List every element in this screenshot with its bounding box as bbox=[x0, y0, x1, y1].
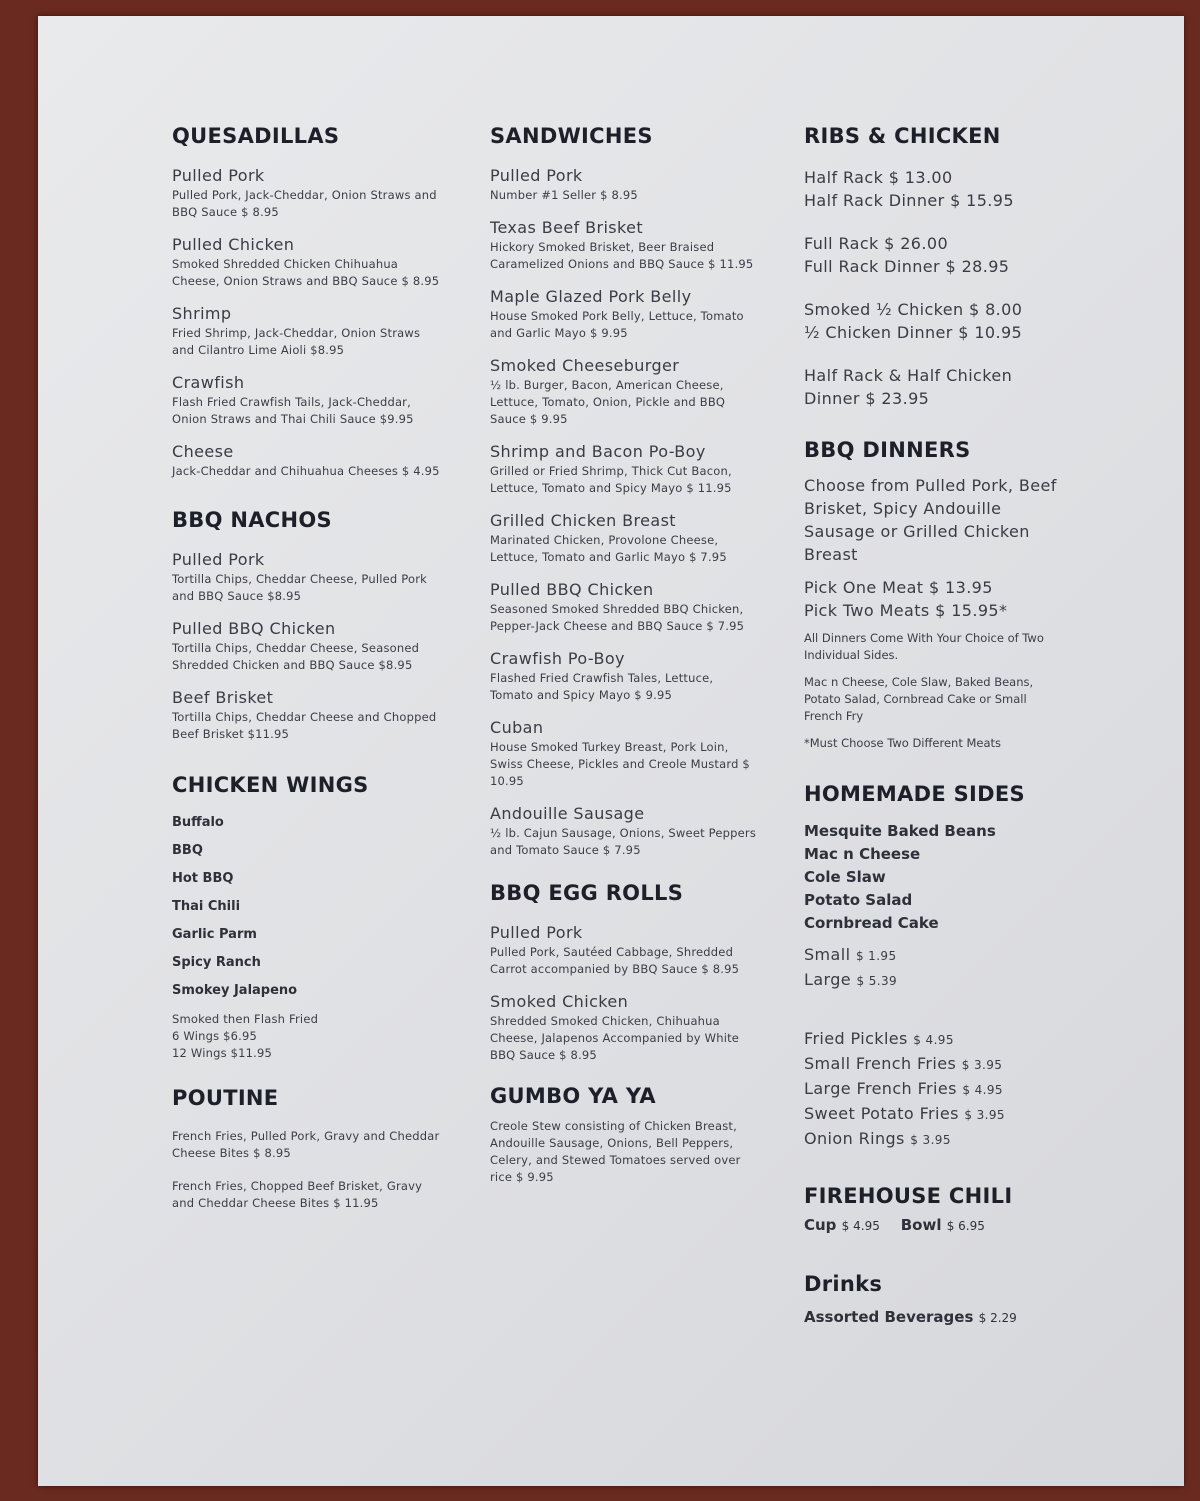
menu-item bbox=[490, 166, 760, 204]
size-price: $ 1.95 bbox=[855, 949, 897, 963]
wing-flavor: Buffalo bbox=[172, 815, 224, 830]
extra-side bbox=[804, 1102, 1094, 1127]
item-desc: Marinated Chicken, Provolone Cheese, Lettuce, Tomato and Garlic Mayo $ 7.95 bbox=[490, 533, 727, 564]
extra-price: $ 3.95 bbox=[961, 1058, 1003, 1072]
menu-item bbox=[490, 580, 760, 635]
ribs-line: Half Rack Dinner $ 15.95 bbox=[804, 191, 1014, 210]
item-name: Andouille Sausage bbox=[490, 804, 645, 823]
extra-price: $ 3.95 bbox=[910, 1133, 951, 1147]
side-item: Cole Slaw bbox=[804, 868, 886, 886]
bowl-price: $ 6.95 bbox=[946, 1219, 985, 1233]
item-name: Shrimp bbox=[172, 304, 232, 323]
item-name: Pulled BBQ Chicken bbox=[490, 580, 654, 599]
menu-item bbox=[490, 287, 760, 342]
drinks-label: Assorted Beverages bbox=[804, 1308, 974, 1326]
item-name: Pulled Pork bbox=[490, 166, 583, 185]
menu-item bbox=[490, 511, 760, 566]
menu-item bbox=[172, 235, 442, 290]
item-desc: Grilled or Fried Shrimp, Thick Cut Bacon, Lettuce, Tomato and Spicy Mayo $ 11.95 bbox=[490, 464, 732, 495]
cup-label: Cup bbox=[804, 1216, 837, 1234]
wing-flavor: Hot BBQ bbox=[172, 871, 234, 886]
dinners-one-meat: Pick One Meat $ 13.95 bbox=[804, 578, 993, 597]
item-desc: ½ lb. Cajun Sausage, Onions, Sweet Peppers and Tomato Sauce $ 7.95 bbox=[490, 826, 757, 857]
item-name: Texas Beef Brisket bbox=[490, 218, 644, 237]
section-title-gumbo: GUMBO YA YA bbox=[490, 1084, 656, 1108]
menu-item bbox=[172, 373, 442, 428]
menu-item bbox=[490, 649, 760, 704]
menu-item bbox=[172, 166, 442, 221]
item-name: Maple Glazed Pork Belly bbox=[490, 287, 692, 306]
wing-flavor: Smokey Jalapeno bbox=[172, 983, 298, 998]
menu-item bbox=[490, 804, 760, 859]
item-desc: Hickory Smoked Brisket, Beer Braised Caramelized Onions and BBQ Sauce $ 11.95 bbox=[490, 240, 754, 271]
item-desc: Pulled Pork, Sautéed Cabbage, Shredded Carrot accompanied by BBQ Sauce $ 8.95 bbox=[490, 945, 740, 976]
section-title-eggrolls: BBQ EGG ROLLS bbox=[490, 881, 684, 905]
extra-side bbox=[804, 1027, 1094, 1052]
item-name: Grilled Chicken Breast bbox=[490, 511, 676, 530]
menu-item bbox=[172, 304, 442, 359]
side-size-small bbox=[804, 943, 1094, 968]
extra-side bbox=[804, 1052, 1094, 1077]
item-desc: House Smoked Turkey Breast, Pork Loin, Swiss Cheese, Pickles and Creole Mustard $ 10.95 bbox=[490, 740, 750, 788]
item-name: Pulled Chicken bbox=[172, 235, 295, 254]
wing-flavor: Garlic Parm bbox=[172, 927, 257, 942]
extra-price: $ 3.95 bbox=[964, 1108, 1005, 1122]
item-desc: Tortilla Chips, Cheddar Cheese, Seasoned Shredded Chicken and BBQ Sauce $8.95 bbox=[172, 641, 420, 672]
wing-flavor: Spicy Ranch bbox=[172, 955, 261, 970]
menu-item bbox=[490, 218, 760, 273]
menu-board bbox=[38, 16, 1184, 1486]
menu-item bbox=[490, 923, 760, 978]
menu-item bbox=[172, 688, 442, 743]
extra-price: $ 4.95 bbox=[913, 1033, 954, 1047]
ribs-line: Half Rack $ 13.00 bbox=[804, 168, 953, 187]
section-title-ribs: RIBS & CHICKEN bbox=[804, 124, 1001, 148]
section-title-nachos: BBQ NACHOS bbox=[172, 508, 332, 532]
item-name: Pulled Pork bbox=[172, 550, 265, 569]
size-price: $ 5.39 bbox=[856, 974, 898, 988]
item-desc: House Smoked Pork Belly, Lettuce, Tomato and Garlic Mayo $ 9.95 bbox=[490, 309, 744, 340]
extra-side bbox=[804, 1077, 1094, 1102]
menu-item bbox=[172, 550, 442, 605]
menu-column-2 bbox=[490, 124, 760, 1186]
extra-name: Fried Pickles bbox=[804, 1029, 908, 1048]
menu-item bbox=[490, 356, 760, 428]
extra-name: Small French Fries bbox=[804, 1054, 957, 1073]
item-name: Shrimp and Bacon Po-Boy bbox=[490, 442, 706, 461]
poutine-item: French Fries, Pulled Pork, Gravy and Cheddar Cheese Bites $ 8.95 bbox=[172, 1129, 440, 1160]
extra-name: Large French Fries bbox=[804, 1079, 957, 1098]
item-name: Beef Brisket bbox=[172, 688, 274, 707]
section-title-drinks: Drinks bbox=[804, 1272, 883, 1296]
item-name: Pulled BBQ Chicken bbox=[172, 619, 336, 638]
item-desc: Fried Shrimp, Jack-Cheddar, Onion Straws and Cilantro Lime Aioli $8.95 bbox=[172, 326, 421, 357]
section-title-dinners: BBQ DINNERS bbox=[804, 438, 971, 462]
item-desc: Tortilla Chips, Cheddar Cheese and Chopped Beef Brisket $11.95 bbox=[172, 710, 437, 741]
ribs-line: ½ Chicken Dinner $ 10.95 bbox=[804, 323, 1023, 342]
bowl-label: Bowl bbox=[900, 1216, 942, 1234]
cup-price: $ 4.95 bbox=[841, 1219, 880, 1233]
extra-side bbox=[804, 1127, 1094, 1152]
item-desc: Tortilla Chips, Cheddar Cheese, Pulled Pork and BBQ Sauce $8.95 bbox=[172, 572, 428, 603]
chili-prices bbox=[804, 1214, 1094, 1238]
section-title-chili: FIREHOUSE CHILI bbox=[804, 1184, 1013, 1208]
extra-name: Sweet Potato Fries bbox=[804, 1104, 959, 1123]
side-item: Mesquite Baked Beans bbox=[804, 822, 996, 840]
ribs-line: Half Rack & Half Chicken bbox=[804, 366, 1013, 385]
dinners-two-meats: Pick Two Meats $ 15.95* bbox=[804, 601, 1008, 620]
item-desc: ½ lb. Burger, Bacon, American Cheese, Lettuce, Tomato, Onion, Pickle and BBQ Sauce $ 9.95 bbox=[490, 378, 726, 426]
ribs-line: Full Rack $ 26.00 bbox=[804, 234, 949, 253]
dinners-note: All Dinners Come With Your Choice of Two Individual Sides. bbox=[804, 631, 1044, 662]
dinners-sides-note: Mac n Cheese, Cole Slaw, Baked Beans, Potato Salad, Cornbread Cake or Small French Fry bbox=[804, 675, 1034, 723]
ribs-line: Full Rack Dinner $ 28.95 bbox=[804, 257, 1010, 276]
drinks-line bbox=[804, 1306, 1094, 1330]
menu-item bbox=[490, 718, 760, 790]
menu-item bbox=[490, 442, 760, 497]
item-desc: Flashed Fried Crawfish Tales, Lettuce, Tomato and Spicy Mayo $ 9.95 bbox=[490, 671, 714, 702]
menu-column-1 bbox=[172, 124, 442, 1212]
item-name: Smoked Cheeseburger bbox=[490, 356, 680, 375]
side-item: Potato Salad bbox=[804, 891, 913, 909]
section-title-sandwiches: SANDWICHES bbox=[490, 124, 653, 148]
dinners-meats-note: *Must Choose Two Different Meats bbox=[804, 736, 1002, 750]
menu-column-3 bbox=[804, 124, 1094, 1330]
item-desc: Smoked Shredded Chicken Chihuahua Cheese, Onion Straws and BBQ Sauce $ 8.95 bbox=[172, 257, 440, 288]
side-size-large bbox=[804, 968, 1094, 993]
menu-item bbox=[172, 619, 442, 674]
drinks-price: $ 2.29 bbox=[978, 1311, 1017, 1325]
ribs-line: Smoked ½ Chicken $ 8.00 bbox=[804, 300, 1023, 319]
item-name: Pulled Pork bbox=[490, 923, 583, 942]
size-label: Small bbox=[804, 945, 851, 964]
item-name: Pulled Pork bbox=[172, 166, 265, 185]
extra-price: $ 4.95 bbox=[962, 1083, 1003, 1097]
ribs-line: Dinner $ 23.95 bbox=[804, 389, 930, 408]
item-name: Cheese bbox=[172, 442, 234, 461]
gumbo-desc: Creole Stew consisting of Chicken Breast, Andouille Sausage, Onions, Bell Peppers, Celery, and Stewed Tomatoes served over rice $ 9.95 bbox=[490, 1119, 741, 1184]
wing-flavor: Thai Chili bbox=[172, 899, 241, 914]
side-item: Cornbread Cake bbox=[804, 914, 939, 932]
wing-flavor: BBQ bbox=[172, 843, 203, 858]
item-desc: Jack-Cheddar and Chihuahua Cheeses $ 4.95 bbox=[172, 464, 440, 478]
wings-twelve-price: 12 Wings $11.95 bbox=[172, 1046, 273, 1060]
item-desc: Pulled Pork, Jack-Cheddar, Onion Straws and BBQ Sauce $ 8.95 bbox=[172, 188, 437, 219]
size-label: Large bbox=[804, 970, 852, 989]
section-title-quesadillas: QUESADILLAS bbox=[172, 124, 340, 148]
menu-item bbox=[490, 992, 760, 1064]
wings-note: Smoked then Flash Fried bbox=[172, 1012, 319, 1026]
dinners-choose: Choose from Pulled Pork, Beef Brisket, Spicy Andouille Sausage or Grilled Chicken Breast bbox=[804, 476, 1057, 564]
section-title-poutine: POUTINE bbox=[172, 1086, 279, 1110]
menu-item bbox=[172, 442, 442, 480]
extra-name: Onion Rings bbox=[804, 1129, 905, 1148]
item-desc: Flash Fried Crawfish Tails, Jack-Cheddar, Onion Straws and Thai Chili Sauce $9.95 bbox=[172, 395, 414, 426]
item-desc: Seasoned Smoked Shredded BBQ Chicken, Pepper-Jack Cheese and BBQ Sauce $ 7.95 bbox=[490, 602, 745, 633]
wings-six-price: 6 Wings $6.95 bbox=[172, 1029, 258, 1043]
side-item: Mac n Cheese bbox=[804, 845, 921, 863]
item-desc: Shredded Smoked Chicken, Chihuahua Cheese, Jalapenos Accompanied by White BBQ Sauce $ 8.95 bbox=[490, 1014, 740, 1062]
item-desc: Number #1 Seller $ 8.95 bbox=[490, 188, 638, 202]
item-name: Crawfish bbox=[172, 373, 245, 392]
poutine-item: French Fries, Chopped Beef Brisket, Gravy and Cheddar Cheese Bites $ 11.95 bbox=[172, 1179, 423, 1210]
section-title-sides: HOMEMADE SIDES bbox=[804, 782, 1025, 806]
item-name: Cuban bbox=[490, 718, 544, 737]
section-title-wings: CHICKEN WINGS bbox=[172, 773, 369, 797]
item-name: Smoked Chicken bbox=[490, 992, 629, 1011]
item-name: Crawfish Po-Boy bbox=[490, 649, 625, 668]
